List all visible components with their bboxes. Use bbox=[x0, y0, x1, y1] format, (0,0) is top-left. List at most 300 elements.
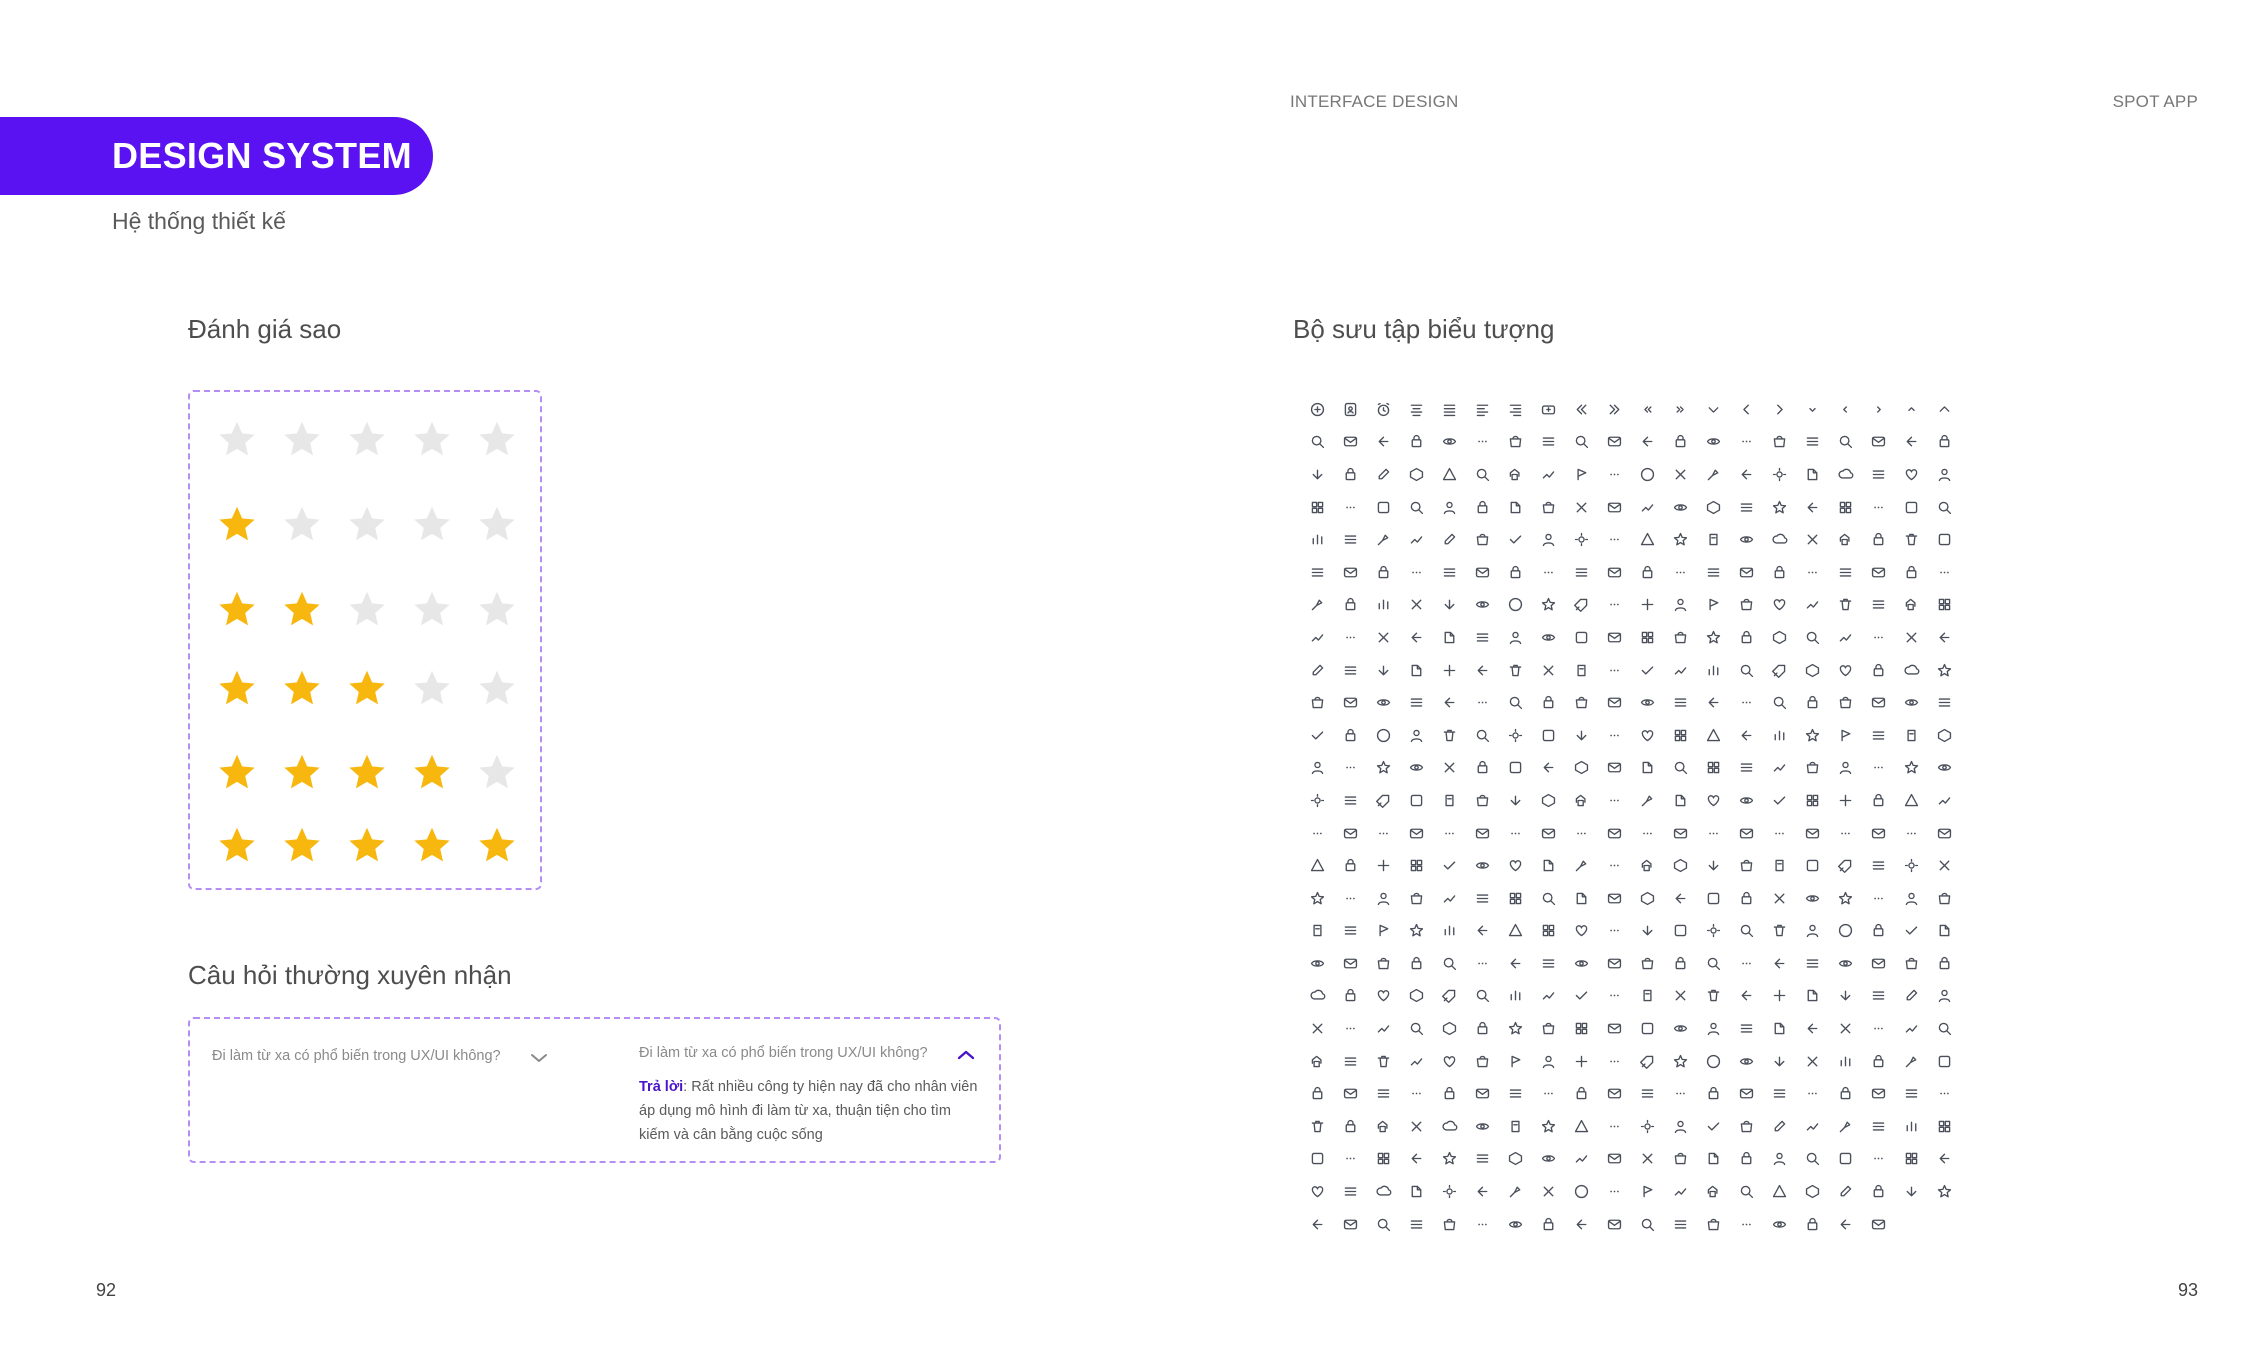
glyph-icon bbox=[1499, 556, 1532, 589]
glyph-icon bbox=[1829, 1175, 1862, 1208]
glyph-icon bbox=[1499, 458, 1532, 491]
glyph-icon bbox=[1862, 915, 1895, 948]
glyph-icon bbox=[1532, 752, 1565, 785]
glyph-icon bbox=[1730, 882, 1763, 915]
glyph-icon bbox=[1565, 1077, 1598, 1110]
star-empty-icon[interactable] bbox=[346, 588, 411, 632]
glyph-icon bbox=[1796, 523, 1829, 556]
star-empty-icon[interactable] bbox=[476, 588, 541, 632]
glyph-icon bbox=[1796, 556, 1829, 589]
glyph-icon bbox=[1598, 980, 1631, 1013]
glyph-icon bbox=[1334, 947, 1367, 980]
star-rating-row bbox=[216, 824, 541, 868]
star-filled-icon[interactable] bbox=[216, 824, 281, 868]
glyph-icon bbox=[1334, 556, 1367, 589]
glyph-icon bbox=[1697, 1077, 1730, 1110]
glyph-icon bbox=[1697, 784, 1730, 817]
star-filled-icon[interactable] bbox=[346, 667, 411, 711]
star-empty-icon[interactable] bbox=[281, 503, 346, 547]
glyph-icon bbox=[1598, 621, 1631, 654]
glyph-icon bbox=[1829, 980, 1862, 1013]
star-empty-icon[interactable] bbox=[411, 418, 476, 462]
glyph-icon bbox=[1367, 1077, 1400, 1110]
glyph-icon bbox=[1466, 621, 1499, 654]
glyph-icon bbox=[1433, 589, 1466, 622]
glyph-icon bbox=[1664, 1143, 1697, 1176]
glyph-icon bbox=[1301, 1012, 1334, 1045]
glyph-icon bbox=[1862, 523, 1895, 556]
glyph-icon bbox=[1466, 589, 1499, 622]
glyph-icon bbox=[1334, 426, 1367, 459]
glyph-icon bbox=[1928, 458, 1961, 491]
glyph-icon bbox=[1301, 1110, 1334, 1143]
glyph-icon bbox=[1829, 947, 1862, 980]
glyph-icon bbox=[1763, 1208, 1796, 1241]
glyph-icon bbox=[1400, 882, 1433, 915]
glyph-icon bbox=[1367, 491, 1400, 524]
glyph-icon bbox=[1664, 980, 1697, 1013]
banner-title: DESIGN SYSTEM bbox=[112, 135, 412, 176]
glyph-icon bbox=[1862, 1012, 1895, 1045]
star-rating-row bbox=[216, 503, 541, 547]
glyph-icon bbox=[1400, 849, 1433, 882]
glyph-icon bbox=[1763, 491, 1796, 524]
glyph-icon bbox=[1532, 1175, 1565, 1208]
angle-small-right-icon bbox=[1862, 393, 1895, 426]
chevron-up-icon[interactable] bbox=[957, 1049, 975, 1061]
glyph-icon bbox=[1664, 817, 1697, 850]
glyph-icon bbox=[1763, 849, 1796, 882]
address-book-icon bbox=[1334, 393, 1367, 426]
glyph-icon bbox=[1499, 589, 1532, 622]
angle-double-right-icon bbox=[1598, 393, 1631, 426]
glyph-icon bbox=[1367, 947, 1400, 980]
glyph-icon bbox=[1862, 686, 1895, 719]
glyph-icon bbox=[1763, 426, 1796, 459]
glyph-icon bbox=[1499, 1175, 1532, 1208]
glyph-icon bbox=[1730, 1012, 1763, 1045]
glyph-icon bbox=[1829, 784, 1862, 817]
glyph-icon bbox=[1763, 589, 1796, 622]
glyph-icon bbox=[1334, 1012, 1367, 1045]
glyph-icon bbox=[1730, 1045, 1763, 1078]
glyph-icon bbox=[1301, 980, 1334, 1013]
star-filled-icon[interactable] bbox=[281, 824, 346, 868]
glyph-icon bbox=[1763, 1012, 1796, 1045]
glyph-icon bbox=[1895, 849, 1928, 882]
glyph-icon bbox=[1499, 654, 1532, 687]
star-filled-icon[interactable] bbox=[216, 751, 281, 795]
glyph-icon bbox=[1466, 458, 1499, 491]
angle-up-icon bbox=[1928, 393, 1961, 426]
glyph-icon bbox=[1862, 491, 1895, 524]
glyph-icon bbox=[1697, 817, 1730, 850]
page-number-left: 92 bbox=[96, 1280, 117, 1300]
glyph-icon bbox=[1334, 1110, 1367, 1143]
glyph-icon bbox=[1664, 752, 1697, 785]
glyph-icon bbox=[1400, 1045, 1433, 1078]
angle-small-down-icon bbox=[1796, 393, 1829, 426]
glyph-icon bbox=[1895, 1077, 1928, 1110]
glyph-icon bbox=[1895, 589, 1928, 622]
glyph-icon bbox=[1928, 947, 1961, 980]
glyph-icon bbox=[1433, 947, 1466, 980]
glyph-icon bbox=[1466, 1077, 1499, 1110]
glyph-icon bbox=[1664, 1012, 1697, 1045]
glyph-icon bbox=[1796, 654, 1829, 687]
glyph-icon bbox=[1697, 589, 1730, 622]
star-empty-icon[interactable] bbox=[346, 503, 411, 547]
glyph-icon bbox=[1334, 458, 1367, 491]
glyph-icon bbox=[1598, 784, 1631, 817]
glyph-icon bbox=[1862, 426, 1895, 459]
add-circle-icon bbox=[1301, 393, 1334, 426]
glyph-icon bbox=[1664, 784, 1697, 817]
glyph-icon bbox=[1532, 621, 1565, 654]
glyph-icon bbox=[1697, 621, 1730, 654]
glyph-icon bbox=[1433, 719, 1466, 752]
glyph-icon bbox=[1796, 1077, 1829, 1110]
glyph-icon bbox=[1433, 1110, 1466, 1143]
glyph-icon bbox=[1565, 882, 1598, 915]
star-empty-icon[interactable] bbox=[346, 418, 411, 462]
glyph-icon bbox=[1862, 589, 1895, 622]
star-filled-icon[interactable] bbox=[216, 503, 281, 547]
star-filled-icon[interactable] bbox=[281, 751, 346, 795]
star-filled-icon[interactable] bbox=[281, 588, 346, 632]
glyph-icon bbox=[1532, 784, 1565, 817]
glyph-icon bbox=[1301, 491, 1334, 524]
glyph-icon bbox=[1730, 458, 1763, 491]
star-empty-icon[interactable] bbox=[476, 503, 541, 547]
glyph-icon bbox=[1862, 882, 1895, 915]
glyph-icon bbox=[1730, 784, 1763, 817]
glyph-icon bbox=[1301, 654, 1334, 687]
glyph-icon bbox=[1928, 1012, 1961, 1045]
star-filled-icon[interactable] bbox=[216, 588, 281, 632]
glyph-icon bbox=[1928, 1077, 1961, 1110]
glyph-icon bbox=[1763, 458, 1796, 491]
glyph-icon bbox=[1565, 686, 1598, 719]
glyph-icon bbox=[1499, 915, 1532, 948]
glyph-icon bbox=[1730, 719, 1763, 752]
glyph-icon bbox=[1895, 621, 1928, 654]
glyph-icon bbox=[1796, 458, 1829, 491]
glyph-icon bbox=[1829, 915, 1862, 948]
glyph-icon bbox=[1400, 621, 1433, 654]
faq-panel bbox=[188, 1017, 1001, 1163]
glyph-icon bbox=[1301, 589, 1334, 622]
glyph-icon bbox=[1763, 1110, 1796, 1143]
glyph-icon bbox=[1598, 491, 1631, 524]
glyph-icon bbox=[1664, 719, 1697, 752]
glyph-icon bbox=[1433, 426, 1466, 459]
glyph-icon bbox=[1433, 817, 1466, 850]
glyph-icon bbox=[1334, 752, 1367, 785]
glyph-icon bbox=[1301, 719, 1334, 752]
glyph-icon bbox=[1565, 426, 1598, 459]
glyph-icon bbox=[1697, 523, 1730, 556]
glyph-icon bbox=[1466, 1012, 1499, 1045]
star-filled-icon[interactable] bbox=[411, 751, 476, 795]
glyph-icon bbox=[1697, 980, 1730, 1013]
glyph-icon bbox=[1829, 1077, 1862, 1110]
glyph-icon bbox=[1400, 915, 1433, 948]
star-empty-icon[interactable] bbox=[476, 751, 541, 795]
glyph-icon bbox=[1796, 1208, 1829, 1241]
glyph-icon bbox=[1598, 1045, 1631, 1078]
glyph-icon bbox=[1730, 491, 1763, 524]
glyph-icon bbox=[1730, 1208, 1763, 1241]
ambulance-icon bbox=[1532, 393, 1565, 426]
glyph-icon bbox=[1730, 1143, 1763, 1176]
glyph-icon bbox=[1334, 784, 1367, 817]
glyph-icon bbox=[1565, 1143, 1598, 1176]
glyph-icon bbox=[1730, 849, 1763, 882]
glyph-icon bbox=[1466, 523, 1499, 556]
glyph-icon bbox=[1796, 621, 1829, 654]
glyph-icon bbox=[1664, 947, 1697, 980]
glyph-icon bbox=[1532, 458, 1565, 491]
star-empty-icon[interactable] bbox=[411, 588, 476, 632]
glyph-icon bbox=[1631, 426, 1664, 459]
star-empty-icon[interactable] bbox=[281, 418, 346, 462]
glyph-icon bbox=[1400, 1175, 1433, 1208]
glyph-icon bbox=[1400, 1208, 1433, 1241]
glyph-icon bbox=[1664, 1208, 1697, 1241]
glyph-icon bbox=[1466, 654, 1499, 687]
angle-left-icon bbox=[1730, 393, 1763, 426]
glyph-icon bbox=[1499, 784, 1532, 817]
glyph-icon bbox=[1796, 784, 1829, 817]
glyph-icon bbox=[1763, 556, 1796, 589]
glyph-icon bbox=[1829, 1143, 1862, 1176]
glyph-icon bbox=[1433, 491, 1466, 524]
glyph-icon bbox=[1829, 1012, 1862, 1045]
glyph-icon bbox=[1664, 426, 1697, 459]
glyph-icon bbox=[1532, 491, 1565, 524]
glyph-icon bbox=[1433, 686, 1466, 719]
glyph-icon bbox=[1499, 621, 1532, 654]
glyph-icon bbox=[1631, 523, 1664, 556]
glyph-icon bbox=[1466, 1143, 1499, 1176]
glyph-icon bbox=[1499, 1208, 1532, 1241]
glyph-icon bbox=[1895, 1012, 1928, 1045]
glyph-icon bbox=[1301, 1143, 1334, 1176]
glyph-icon bbox=[1829, 426, 1862, 459]
glyph-icon bbox=[1928, 426, 1961, 459]
glyph-icon bbox=[1532, 426, 1565, 459]
glyph-icon bbox=[1928, 589, 1961, 622]
glyph-icon bbox=[1730, 817, 1763, 850]
angle-double-small-left-icon bbox=[1631, 393, 1664, 426]
glyph-icon bbox=[1829, 817, 1862, 850]
glyph-icon bbox=[1598, 686, 1631, 719]
star-filled-icon[interactable] bbox=[281, 667, 346, 711]
glyph-icon bbox=[1433, 556, 1466, 589]
glyph-icon bbox=[1301, 1175, 1334, 1208]
glyph-icon bbox=[1565, 719, 1598, 752]
glyph-icon bbox=[1763, 752, 1796, 785]
glyph-icon bbox=[1862, 1045, 1895, 1078]
glyph-icon bbox=[1301, 458, 1334, 491]
glyph-icon bbox=[1400, 686, 1433, 719]
glyph-icon bbox=[1829, 556, 1862, 589]
glyph-icon bbox=[1433, 523, 1466, 556]
glyph-icon bbox=[1697, 1012, 1730, 1045]
glyph-icon bbox=[1598, 1143, 1631, 1176]
glyph-icon bbox=[1928, 1045, 1961, 1078]
glyph-icon bbox=[1400, 426, 1433, 459]
glyph-icon bbox=[1631, 1012, 1664, 1045]
glyph-icon bbox=[1499, 882, 1532, 915]
glyph-icon bbox=[1499, 752, 1532, 785]
rating-section-title: Đánh giá sao bbox=[188, 314, 342, 344]
icon-collection-title: Bộ sưu tập biểu tượng bbox=[1293, 314, 1555, 344]
glyph-icon bbox=[1895, 556, 1928, 589]
glyph-icon bbox=[1565, 523, 1598, 556]
glyph-icon bbox=[1334, 817, 1367, 850]
faq-question: Đi làm từ xa có phổ biến trong UX/UI không? bbox=[212, 1048, 501, 1064]
glyph-icon bbox=[1367, 719, 1400, 752]
glyph-icon bbox=[1895, 1110, 1928, 1143]
align-justify-icon bbox=[1433, 393, 1466, 426]
glyph-icon bbox=[1598, 1110, 1631, 1143]
glyph-icon bbox=[1466, 686, 1499, 719]
glyph-icon bbox=[1367, 1208, 1400, 1241]
glyph-icon bbox=[1928, 1110, 1961, 1143]
glyph-icon bbox=[1829, 458, 1862, 491]
glyph-icon bbox=[1895, 1175, 1928, 1208]
glyph-icon bbox=[1565, 1045, 1598, 1078]
glyph-icon bbox=[1631, 589, 1664, 622]
glyph-icon bbox=[1598, 426, 1631, 459]
glyph-icon bbox=[1532, 1077, 1565, 1110]
glyph-icon bbox=[1730, 915, 1763, 948]
glyph-icon bbox=[1829, 849, 1862, 882]
glyph-icon bbox=[1466, 849, 1499, 882]
glyph-icon bbox=[1631, 784, 1664, 817]
glyph-icon bbox=[1565, 491, 1598, 524]
glyph-icon bbox=[1829, 1110, 1862, 1143]
glyph-icon bbox=[1598, 719, 1631, 752]
star-rating-panel bbox=[188, 390, 542, 890]
glyph-icon bbox=[1763, 686, 1796, 719]
glyph-icon bbox=[1334, 719, 1367, 752]
glyph-icon bbox=[1433, 1077, 1466, 1110]
glyph-icon bbox=[1367, 817, 1400, 850]
glyph-icon bbox=[1664, 589, 1697, 622]
glyph-icon bbox=[1433, 784, 1466, 817]
glyph-icon bbox=[1763, 1143, 1796, 1176]
glyph-icon bbox=[1631, 849, 1664, 882]
glyph-icon bbox=[1367, 621, 1400, 654]
glyph-icon bbox=[1895, 719, 1928, 752]
glyph-icon bbox=[1730, 947, 1763, 980]
glyph-icon bbox=[1499, 980, 1532, 1013]
angle-double-left-icon bbox=[1565, 393, 1598, 426]
glyph-icon bbox=[1730, 1110, 1763, 1143]
star-filled-icon[interactable] bbox=[216, 667, 281, 711]
glyph-icon bbox=[1895, 523, 1928, 556]
glyph-icon bbox=[1433, 458, 1466, 491]
glyph-icon bbox=[1598, 523, 1631, 556]
glyph-icon bbox=[1367, 686, 1400, 719]
glyph-icon bbox=[1631, 752, 1664, 785]
glyph-icon bbox=[1763, 621, 1796, 654]
glyph-icon bbox=[1763, 915, 1796, 948]
glyph-icon bbox=[1400, 1077, 1433, 1110]
glyph-icon bbox=[1301, 621, 1334, 654]
glyph-icon bbox=[1895, 654, 1928, 687]
star-empty-icon[interactable] bbox=[476, 418, 541, 462]
glyph-icon bbox=[1631, 719, 1664, 752]
glyph-icon bbox=[1400, 1012, 1433, 1045]
glyph-icon bbox=[1796, 491, 1829, 524]
glyph-icon bbox=[1862, 947, 1895, 980]
glyph-icon bbox=[1631, 458, 1664, 491]
star-filled-icon[interactable] bbox=[476, 824, 541, 868]
glyph-icon bbox=[1334, 654, 1367, 687]
star-filled-icon[interactable] bbox=[346, 824, 411, 868]
glyph-icon bbox=[1895, 1143, 1928, 1176]
glyph-icon bbox=[1697, 1110, 1730, 1143]
glyph-icon bbox=[1367, 752, 1400, 785]
glyph-icon bbox=[1598, 654, 1631, 687]
star-empty-icon[interactable] bbox=[411, 503, 476, 547]
glyph-icon bbox=[1367, 849, 1400, 882]
star-empty-icon[interactable] bbox=[216, 418, 281, 462]
glyph-icon bbox=[1499, 817, 1532, 850]
glyph-icon bbox=[1928, 654, 1961, 687]
glyph-icon bbox=[1565, 752, 1598, 785]
glyph-icon bbox=[1433, 752, 1466, 785]
glyph-icon bbox=[1763, 947, 1796, 980]
star-rating-row bbox=[216, 667, 541, 711]
glyph-icon bbox=[1895, 491, 1928, 524]
glyph-icon bbox=[1565, 556, 1598, 589]
glyph-icon bbox=[1631, 556, 1664, 589]
glyph-icon bbox=[1862, 458, 1895, 491]
glyph-icon bbox=[1367, 426, 1400, 459]
glyph-icon bbox=[1565, 1208, 1598, 1241]
glyph-icon bbox=[1763, 882, 1796, 915]
glyph-icon bbox=[1697, 752, 1730, 785]
glyph-icon bbox=[1862, 752, 1895, 785]
glyph-icon bbox=[1499, 491, 1532, 524]
glyph-icon bbox=[1697, 1045, 1730, 1078]
glyph-icon bbox=[1763, 784, 1796, 817]
star-filled-icon[interactable] bbox=[346, 751, 411, 795]
glyph-icon bbox=[1433, 882, 1466, 915]
glyph-icon bbox=[1796, 752, 1829, 785]
glyph-icon bbox=[1928, 719, 1961, 752]
star-empty-icon[interactable] bbox=[411, 667, 476, 711]
angle-down-icon bbox=[1697, 393, 1730, 426]
design-system-banner bbox=[0, 117, 433, 195]
chevron-down-icon[interactable] bbox=[530, 1052, 548, 1064]
glyph-icon bbox=[1532, 654, 1565, 687]
glyph-icon bbox=[1796, 915, 1829, 948]
glyph-icon bbox=[1862, 654, 1895, 687]
glyph-icon bbox=[1400, 980, 1433, 1013]
glyph-icon bbox=[1862, 849, 1895, 882]
star-empty-icon[interactable] bbox=[476, 667, 541, 711]
star-filled-icon[interactable] bbox=[411, 824, 476, 868]
glyph-icon bbox=[1301, 915, 1334, 948]
glyph-icon bbox=[1334, 849, 1367, 882]
glyph-icon bbox=[1664, 1045, 1697, 1078]
